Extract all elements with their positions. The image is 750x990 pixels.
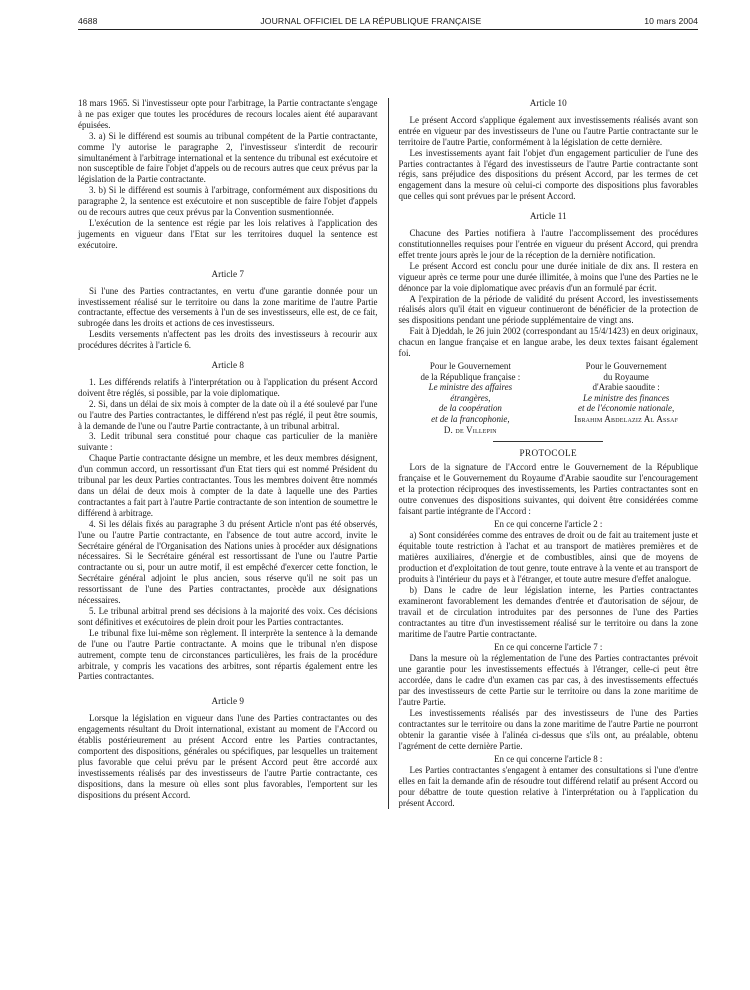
paragraph: Dans la mesure où la réglementation de l'une des Parties contractantes prévoit une garantie pour les investissements effectués à l'étranger, celle-ci peut être accordée, dans le cadre d'un examen cas par cas, à des investissements effectués par des investisseurs de cette Partie sur le territoire ou dans la zone maritime de l'autre Partie. bbox=[398, 653, 698, 708]
paragraph: Les investissements ayant fait l'objet d'un engagement particulier de l'une des Parties contractantes à l'égard des investisseurs de l'autre Partie contractante sont régis, sans préjudice des dispositions du présent Accord, par les termes de cet engagement dans la mesure où celui-ci comporte des dispositions plus favorables que celles qui sont prévues par le présent Accord. bbox=[398, 147, 698, 202]
signatory-name: Ibrahim Abdelaziz Al Assaf bbox=[574, 413, 679, 424]
protocole-subheading: En ce qui concerne l'article 2 : bbox=[494, 518, 603, 529]
paragraph: Chacune des Parties notifiera à l'autre l'accomplissement des procédures constitutionnelles requises pour l'entrée en vigueur du présent Accord, qui prendra effet trente jours après le jour de la réception de la dernière notification. bbox=[398, 228, 698, 260]
paragraph: Le tribunal fixe lui-même son règlement. Il interprète la sentence à la demande de l'une ou l'autre Partie contractante. A moins que le tribunal n'en dispose autrement, compte tenu de circonstances particulières, les frais de la procédure arbitrale, y compris les vacations des arbitres, sont répartis également entre les Parties contractantes. bbox=[78, 627, 378, 682]
article-9-title: Article 9 bbox=[211, 696, 244, 707]
signatory-name: D. de Villepin bbox=[443, 424, 497, 435]
signatory-line: d'Arabie saoudite : bbox=[592, 382, 660, 393]
paragraph: Fait à Djeddah, le 26 juin 2002 (correspondant au 15/4/1423) en deux originaux, chacun en langue française et en langue arabe, les deux textes faisant également foi. bbox=[398, 326, 698, 359]
signatory-role: Le ministre des affaires bbox=[428, 382, 513, 393]
issue-date: 10 mars 2004 bbox=[644, 16, 698, 26]
paragraph: 3. a) Si le différend est soumis au tribunal compétent de la Partie contractante, comme l'y autorise le paragraphe 2, l'investisseur s'interdit de recourir simultanément à l'arbitrage international et la sentence du tribunal est exécutoire et non susceptible de faire l'objet d'appels ou de recours autres que ceux prévus par la législation de la Partie contractante. bbox=[78, 130, 378, 185]
journal-title: JOURNAL OFFICIEL DE LA RÉPUBLIQUE FRANÇAISE bbox=[260, 16, 482, 26]
paragraph: Les investissements réalisés par des investisseurs de l'une des Parties contractantes sur le territoire ou dans la zone maritime de l'autre Partie ne pourront obtenir la garantie visée à l'alinéa ci-dessus que s'ils ont, au préalable, obtenu l'agrément de cette dernière Partie. bbox=[398, 707, 698, 751]
paragraph: 18 mars 1965. Si l'investisseur opte pour l'arbitrage, la Partie contractante s'engage à ne pas exiger que toutes les procédures de recours locales aient été auparavant épuisées. bbox=[78, 98, 378, 130]
signature-france bbox=[399, 361, 543, 435]
paragraph: A l'expiration de la période de validité du présent Accord, les investissements réalisés alors qu'il était en vigueur continueront de bénéficier de la protection de ses dispositions pendant une période supplémentaire de vingt ans. bbox=[398, 293, 698, 326]
signatory-role: Le ministre des finances bbox=[582, 392, 670, 403]
column-divider bbox=[388, 98, 389, 809]
signature-saudi-arabia bbox=[554, 361, 698, 435]
article-11-title: Article 11 bbox=[529, 211, 567, 222]
paragraph: Lors de la signature de l'Accord entre le Gouvernement de la République française et le Gouvernement du Royaume d'Arabie saoudite sur l'encouragement et la protection réciproques des investissements, les Parties contractantes sont en outre convenues des dispositions suivantes, qui doivent être considérées comme faisant partie intégrante de l'Accord : bbox=[398, 462, 698, 516]
signature-block bbox=[399, 361, 699, 435]
right-column bbox=[399, 98, 699, 809]
paragraph: 3. b) Si le différend est soumis à l'arbitrage, conformément aux dispositions du paragraphe 2, la sentence est exécutoire et non susceptible de faire l'objet d'appels ou de recours autres que ceux prévus par la Convention susmentionnée. bbox=[78, 185, 378, 218]
paragraph: Chaque Partie contractante désigne un membre, et les deux membres désignent, d'un commun accord, un ressortissant d'un Etat tiers qui est nommé Président du tribunal par les deux Parties contractantes. Tous les membres doivent être nommés dans un délai de deux mois à compter de la date à laquelle une des Parties contractantes a fait part à l'autre Partie contractante de son intention de soumettre le différend à arbitrage. bbox=[78, 453, 378, 518]
section-divider bbox=[493, 441, 603, 442]
paragraph: 2. Si, dans un délai de six mois à compter de la date où il a été soulevé par l'une ou l'autre des Parties contractantes, le différend n'est pas réglé, il peut être soumis, à la demande de l'une ou l'autre Partie contractante, à un tribunal arbitral. bbox=[78, 398, 378, 431]
paragraph: L'exécution de la sentence est régie par les lois relatives à l'application des jugements en vigueur dans l'Etat sur les territoires duquel la sentence est exécutoire. bbox=[78, 217, 378, 250]
signatory-line: Pour le Gouvernement bbox=[585, 360, 667, 371]
paragraph: Les Parties contractantes s'engagent à entamer des consultations si l'une d'entre elles en fait la demande afin de résoudre tout différend relatif au présent Accord ou pour débattre de toute question relative à l'interprétation ou à l'application du présent Accord. bbox=[398, 765, 698, 809]
signatory-role: étrangères, bbox=[450, 392, 491, 403]
article-10-title: Article 10 bbox=[529, 98, 567, 108]
protocole-subheading: En ce qui concerne l'article 8 : bbox=[494, 753, 603, 764]
paragraph: b) Dans le cadre de leur législation interne, les Parties contractantes examineront favorablement les demandes d'entrée et d'autorisation de séjour, de travail et de circulation introduites par des personnes de l'une des Parties contractantes au titre d'un investissement réalisé sur le territoire ou dans la zone maritime de l'autre Partie contractante. bbox=[398, 584, 698, 639]
paragraph: 3. Ledit tribunal sera constitué pour chaque cas particulier de la manière suivante : bbox=[78, 431, 378, 453]
paragraph: Le présent Accord est conclu pour une durée initiale de dix ans. Il restera en vigueur après ce terme pour une durée illimitée, à moins que l'une des Parties ne le dénonce par la voie diplomatique avec préavis d'un an formulé par écrit. bbox=[398, 260, 698, 293]
paragraph: 1. Les différends relatifs à l'interprétation ou à l'application du présent Accord doivent être réglés, si possible, par la voie diplomatique. bbox=[78, 376, 378, 398]
signatory-line: Pour le Gouvernement bbox=[429, 360, 511, 371]
two-column-body bbox=[78, 98, 698, 809]
paragraph: Si l'une des Parties contractantes, en vertu d'une garantie donnée pour un investissement réalisé sur le territoire ou dans la zone maritime de l'autre Partie contractante, effectue des versements à l'un de ses investisseurs, elle est, de ce fait, subrogée dans les droits et actions de ces investisseurs. bbox=[78, 285, 378, 329]
paragraph: a) Sont considérées comme des entraves de droit ou de fait au traitement juste et équitable toute restriction à l'achat et au transport de matières premières et de matières auxiliaires, d'énergie et de combustibles, ainsi que de moyens de production et d'exploitation de tout genre, toute entrave à la vente et au transport de produits à l'intérieur du pays et à l'étranger, et toute autre mesure d'effet analogue. bbox=[398, 530, 698, 585]
protocole-title: PROTOCOLE bbox=[519, 448, 578, 459]
signatory-line: de la République française : bbox=[420, 371, 521, 382]
article-8-title: Article 8 bbox=[211, 360, 244, 371]
paragraph: Lorsque la législation en vigueur dans l'une des Parties contractantes ou des engagements résultant du Droit international, existant au moment de l'Accord ou établis postérieurement au présent Accord entre les Parties contractantes, comportent des dispositions, générales ou spécifiques, par lesquelles un traitement plus favorable que celui prévu par le présent Accord peut être accordé aux investissements réalisés par des investisseurs de l'autre Partie contractante, ces dispositions, dans la mesure où elles sont plus favorables, l'emportent sur les dispositions du présent Accord. bbox=[78, 713, 378, 800]
signatory-line: du Royaume bbox=[603, 371, 649, 382]
paragraph: Le présent Accord s'applique également aux investissements réalisés avant son entrée en vigueur par des investisseurs de l'une ou l'autre Partie contractante sur le territoire de l'autre Partie, conformément à la législation de cette dernière. bbox=[398, 114, 698, 147]
signatory-role: et de la francophonie, bbox=[431, 413, 510, 424]
signatory-role: et de l'économie nationale, bbox=[578, 403, 675, 414]
signatory-role: de la coopération bbox=[438, 403, 502, 414]
paragraph: 4. Si les délais fixés au paragraphe 3 du présent Article n'ont pas été observés, l'une ou l'autre Partie contractante, en l'absence de tout autre accord, invite le Secrétaire général de l'Organisation des Nations unies à procéder aux désignations nécessaires. Si le Secrétaire général est ressortissant de l'une ou l'autre Partie contractante ou si, pour un autre motif, il est empêché d'exercer cette fonction, le Secrétaire général adjoint le plus ancien, sous réserve qu'il ne soit pas un ressortissant de l'une des Parties contractantes, procède aux désignations nécessaires. bbox=[78, 518, 378, 606]
paragraph: 5. Le tribunal arbitral prend ses décisions à la majorité des voix. Ces décisions sont définitives et exécutoires de plein droit pour les Parties contractantes. bbox=[78, 605, 378, 627]
page-number: 4688 bbox=[78, 16, 98, 26]
paragraph: Lesdits versements n'affectent pas les droits des investisseurs à recourir aux procédures décrites à l'article 6. bbox=[78, 329, 378, 351]
article-7-title: Article 7 bbox=[211, 268, 244, 279]
protocole-subheading: En ce qui concerne l'article 7 : bbox=[494, 641, 603, 652]
left-column bbox=[78, 98, 378, 809]
page-header bbox=[78, 16, 698, 30]
